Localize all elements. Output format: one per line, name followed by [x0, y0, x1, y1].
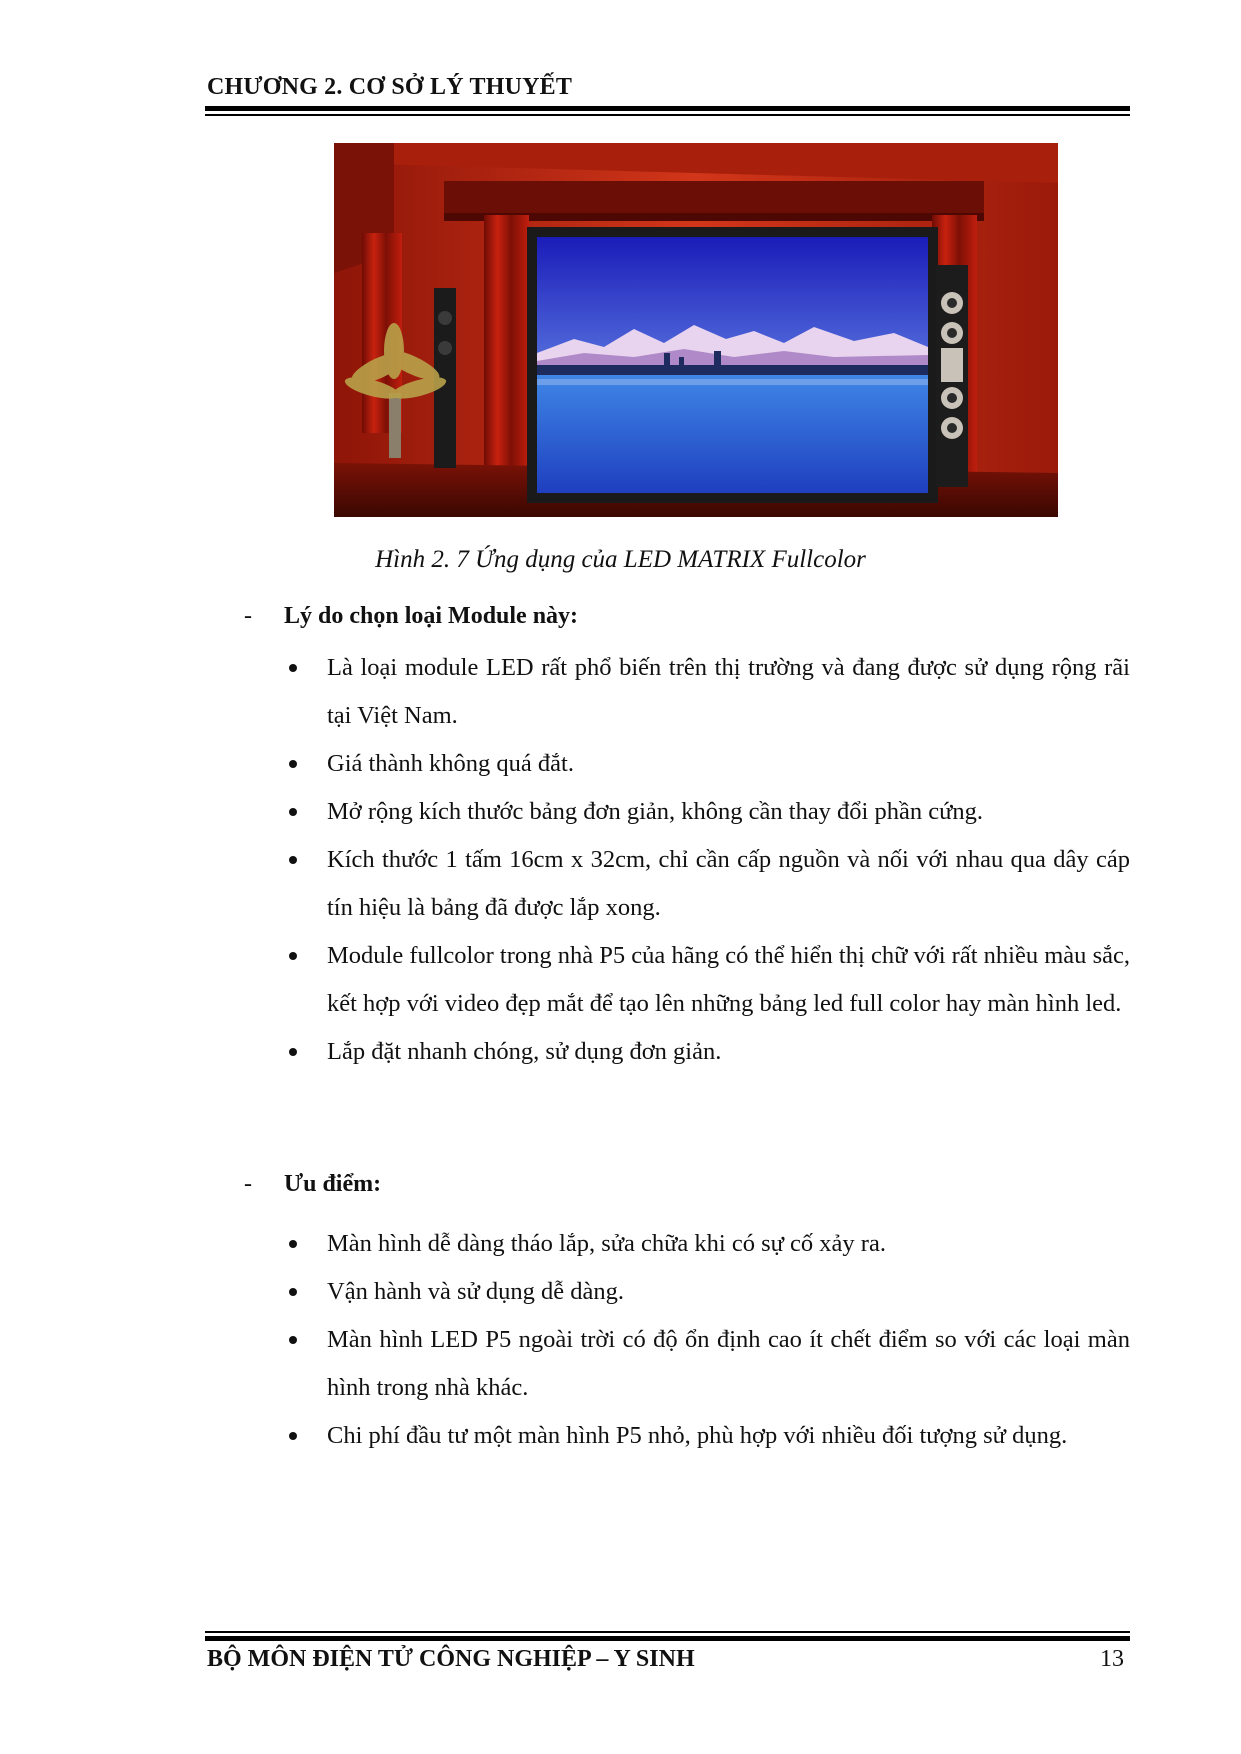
reasons-list: [285, 644, 1130, 1076]
bullet-icon: [289, 1432, 297, 1440]
list-item-text: Vận hành và sử dụng dễ dàng.: [327, 1278, 625, 1305]
bullet-icon: [289, 1288, 297, 1296]
list-item-text: Là loại module LED rất phổ biến trên thị trường và đang được sử dụng rộng rãi tại Việt Nam.: [327, 654, 1130, 729]
bullet-icon: [289, 1240, 297, 1248]
section-heading-reasons: [244, 603, 578, 630]
section-heading-text: Ưu điểm:: [284, 1171, 382, 1197]
advantages-list: [285, 1220, 1130, 1460]
list-item: [285, 1316, 1130, 1412]
list-item-text: Màn hình LED P5 ngoài trời có độ ổn định cao ít chết điểm so với các loại màn hình trong nhà khác.: [327, 1326, 1130, 1401]
list-item: [285, 1268, 1130, 1316]
list-item-text: Kích thước 1 tấm 16cm x 32cm, chỉ cần cấp nguồn và nối với nhau qua dây cáp tín hiệu là bảng đã được lắp xong.: [327, 846, 1130, 921]
led-matrix-application-image: [334, 143, 1058, 517]
bullet-icon: [289, 1048, 297, 1056]
list-item: [285, 1412, 1130, 1460]
list-item-text: Chi phí đầu tư một màn hình P5 nhỏ, phù hợp với nhiều đối tượng sử dụng.: [327, 1422, 1068, 1449]
header-rule-thin: [205, 114, 1130, 116]
list-item: [285, 1220, 1130, 1268]
bullet-icon: [289, 664, 297, 672]
list-item: [285, 644, 1130, 740]
bullet-icon: [289, 952, 297, 960]
list-item: [285, 740, 1130, 788]
list-item-text: Màn hình dễ dàng tháo lắp, sửa chữa khi có sự cố xảy ra.: [327, 1230, 886, 1257]
chapter-title: CHƯƠNG 2. CƠ SỞ LÝ THUYẾT: [207, 74, 573, 100]
bullet-icon: [289, 1336, 297, 1344]
footer-rule-thin: [205, 1631, 1130, 1633]
figure-caption: Hình 2. 7 Ứng dụng của LED MATRIX Fullcolor: [375, 546, 866, 573]
bullet-icon: [289, 808, 297, 816]
dash-marker: -: [244, 1171, 252, 1197]
bullet-icon: [289, 760, 297, 768]
section-heading-advantages: [244, 1171, 381, 1198]
dash-marker: -: [244, 603, 252, 629]
list-item-text: Lắp đặt nhanh chóng, sử dụng đơn giản.: [327, 1038, 722, 1065]
list-item: [285, 932, 1130, 1028]
header-rule-thick: [205, 106, 1130, 111]
list-item: [285, 788, 1130, 836]
list-item: [285, 1028, 1130, 1076]
department-name: BỘ MÔN ĐIỆN TỬ CÔNG NGHIỆP – Y SINH: [207, 1646, 695, 1672]
list-item: [285, 836, 1130, 932]
section-heading-text: Lý do chọn loại Module này:: [284, 603, 579, 629]
list-item-text: Mở rộng kích thước bảng đơn giản, không cần thay đổi phần cứng.: [327, 798, 984, 825]
list-item-text: Giá thành không quá đắt.: [327, 750, 574, 777]
page-number: 13: [1100, 1646, 1124, 1672]
bullet-icon: [289, 856, 297, 864]
list-item-text: Module fullcolor trong nhà P5 của hãng có thể hiển thị chữ với rất nhiều màu sắc, kết hợp với video đẹp mắt để tạo lên những bảng led full color hay màn hình led.: [327, 942, 1130, 1017]
footer-rule-thick: [205, 1636, 1130, 1641]
